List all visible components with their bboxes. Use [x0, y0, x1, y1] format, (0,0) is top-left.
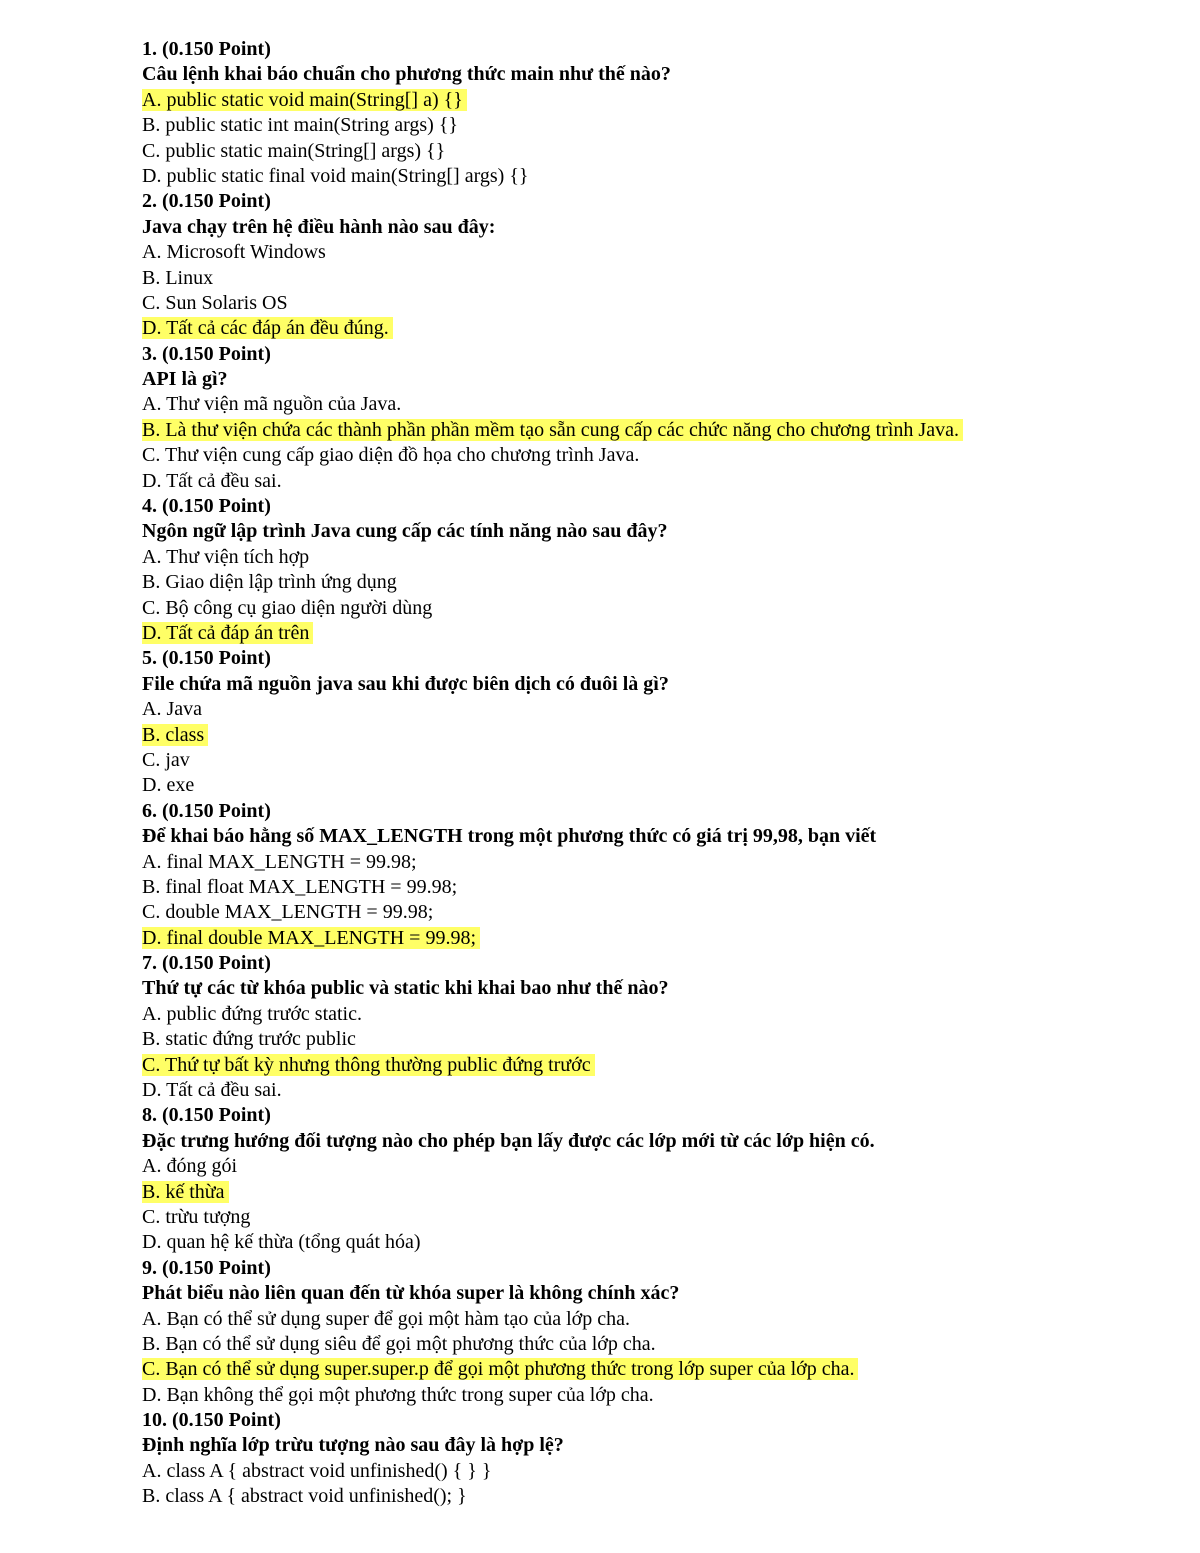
- answer-option-highlighted: [142, 1180, 1142, 1205]
- answer-option-label: A. final MAX_LENGTH = 99.98;: [142, 850, 417, 873]
- answer-option: [142, 1230, 1142, 1255]
- answer-option: [142, 443, 1142, 468]
- answer-option-highlighted: [142, 926, 1142, 951]
- question-block: [142, 494, 1142, 646]
- answer-option-label: D. Tất cả đáp án trên: [142, 622, 313, 644]
- answer-option: [142, 1002, 1142, 1027]
- answer-option-label: C. jav: [142, 748, 190, 771]
- question-header: 9. (0.150 Point): [142, 1256, 271, 1279]
- answer-option: [142, 469, 1142, 494]
- question-block: [142, 342, 1142, 494]
- answer-option-label: A. Java: [142, 698, 202, 721]
- answer-option-label: A. public đứng trước static.: [142, 1002, 362, 1025]
- question-text: Java chạy trên hệ điều hành nào sau đây:: [142, 215, 496, 238]
- answer-option-label: C. Sun Solaris OS: [142, 291, 288, 314]
- question-text: Đặc trưng hướng đối tượng nào cho phép bạn lấy được các lớp mới từ các lớp hiện có.: [142, 1129, 875, 1152]
- question-block: [142, 799, 1142, 951]
- answer-option: [142, 596, 1142, 621]
- answer-option-highlighted: [142, 621, 1142, 646]
- answer-option-label: B. Linux: [142, 266, 214, 289]
- question-text: API là gì?: [142, 368, 228, 391]
- answer-option-label: D. Tất cả đều sai.: [142, 1079, 282, 1102]
- answer-option: [142, 900, 1142, 925]
- question-header: 6. (0.150 Point): [142, 799, 271, 822]
- question-block: [142, 951, 1142, 1103]
- answer-option-highlighted: [142, 316, 1142, 341]
- question-block: [142, 1408, 1142, 1510]
- answer-option-label: B. static đứng trước public: [142, 1028, 356, 1051]
- question-header: 8. (0.150 Point): [142, 1104, 271, 1127]
- answer-option: [142, 1459, 1142, 1484]
- answer-option: [142, 240, 1142, 265]
- answer-option-label: D. Bạn không thể gọi một phương thức trong super của lớp cha.: [142, 1383, 654, 1406]
- question-text: Để khai báo hằng số MAX_LENGTH trong một phương thức có giá trị 99,98, bạn viết: [142, 825, 877, 848]
- answer-option-label: B. kế thừa: [142, 1181, 229, 1203]
- question-header: 2. (0.150 Point): [142, 190, 271, 213]
- answer-option-label: A. Thư viện tích hợp: [142, 545, 310, 568]
- answer-option: [142, 1383, 1142, 1408]
- answer-option: [142, 773, 1142, 798]
- answer-option-label: A. class A { abstract void unfinished() { } }: [142, 1459, 492, 1482]
- answer-option: [142, 113, 1142, 138]
- answer-option-label: C. Bạn có thể sử dụng super.super.p để gọi một phương thức trong lớp super của lớp cha.: [142, 1358, 858, 1380]
- answer-option-label: C. Thứ tự bất kỳ nhưng thông thường public đứng trước: [142, 1054, 595, 1076]
- question-header: 7. (0.150 Point): [142, 952, 271, 975]
- answer-option-label: B. Là thư viện chứa các thành phần phần mềm tạo sẵn cung cấp các chức năng cho chương trình Java.: [142, 419, 963, 441]
- question-header: 5. (0.150 Point): [142, 647, 271, 670]
- answer-option-label: C. trừu tượng: [142, 1205, 251, 1228]
- question-header: 4. (0.150 Point): [142, 495, 271, 518]
- answer-option-label: A. Microsoft Windows: [142, 241, 326, 264]
- answer-option: [142, 1078, 1142, 1103]
- answer-option-label: D. Tất cả các đáp án đều đúng.: [142, 317, 393, 339]
- question-block: [142, 646, 1142, 798]
- answer-option-label: B. final float MAX_LENGTH = 99.98;: [142, 875, 458, 898]
- question-header: 3. (0.150 Point): [142, 342, 271, 365]
- answer-option-label: A. đóng gói: [142, 1155, 237, 1178]
- answer-option: [142, 291, 1142, 316]
- answer-option: [142, 875, 1142, 900]
- answer-option: [142, 1154, 1142, 1179]
- question-block: [142, 189, 1142, 341]
- answer-option-label: C. Thư viện cung cấp giao diện đồ họa cho chương trình Java.: [142, 444, 640, 467]
- answer-option-label: B. Bạn có thể sử dụng siêu để gọi một phương thức của lớp cha.: [142, 1332, 656, 1355]
- answer-option-label: B. Giao diện lập trình ứng dụng: [142, 571, 397, 594]
- answer-option-highlighted: [142, 1053, 1142, 1078]
- answer-option: [142, 392, 1142, 417]
- answer-option: [142, 1332, 1142, 1357]
- answer-option: [142, 164, 1142, 189]
- answer-option-label: B. class: [142, 724, 208, 746]
- answer-option-label: A. public static void main(String[] a) {}: [142, 89, 467, 111]
- answer-option: [142, 139, 1142, 164]
- question-header: 1. (0.150 Point): [142, 38, 271, 60]
- answer-option-label: A. Bạn có thể sử dụng super để gọi một hàm tạo của lớp cha.: [142, 1307, 630, 1330]
- answer-option-label: B. class A { abstract void unfinished(); }: [142, 1485, 467, 1508]
- answer-option-label: D. public static final void main(String[] args) {}: [142, 164, 529, 187]
- question-text: Ngôn ngữ lập trình Java cung cấp các tính năng nào sau đây?: [142, 520, 668, 543]
- question-text: Thứ tự các từ khóa public và static khi khai bao như thế nào?: [142, 977, 669, 1000]
- answer-option: [142, 850, 1142, 875]
- answer-option-label: D. quan hệ kế thừa (tổng quát hóa): [142, 1231, 421, 1254]
- answer-option: [142, 545, 1142, 570]
- question-header: 10. (0.150 Point): [142, 1409, 281, 1432]
- answer-option-label: C. Bộ công cụ giao diện người dùng: [142, 596, 433, 619]
- answer-option-label: C. public static main(String[] args) {}: [142, 139, 446, 162]
- question-text: Câu lệnh khai báo chuẩn cho phương thức main như thế nào?: [142, 63, 671, 86]
- document-page: [142, 37, 1142, 1510]
- answer-option: [142, 1027, 1142, 1052]
- answer-option-highlighted: [142, 723, 1142, 748]
- question-text: Định nghĩa lớp trừu tượng nào sau đây là hợp lệ?: [142, 1434, 564, 1457]
- answer-option-label: B. public static int main(String args) {}: [142, 114, 459, 137]
- answer-option-highlighted: [142, 418, 1142, 443]
- answer-option-highlighted: [142, 1357, 1142, 1382]
- answer-option-highlighted: [142, 88, 1142, 113]
- answer-option-label: D. Tất cả đều sai.: [142, 469, 282, 492]
- question-text: Phát biểu nào liên quan đến từ khóa super là không chính xác?: [142, 1282, 680, 1305]
- answer-option: [142, 570, 1142, 595]
- answer-option-label: D. exe: [142, 774, 195, 797]
- answer-option: [142, 748, 1142, 773]
- question-block: [142, 1256, 1142, 1408]
- answer-option: [142, 1307, 1142, 1332]
- question-block: [142, 37, 1142, 189]
- answer-option: [142, 1205, 1142, 1230]
- answer-option: [142, 697, 1142, 722]
- answer-option: [142, 1484, 1142, 1509]
- answer-option-label: C. double MAX_LENGTH = 99.98;: [142, 901, 434, 924]
- question-text: File chứa mã nguồn java sau khi được biên dịch có đuôi là gì?: [142, 672, 669, 695]
- answer-option-label: D. final double MAX_LENGTH = 99.98;: [142, 927, 480, 949]
- question-block: [142, 1103, 1142, 1255]
- answer-option: [142, 266, 1142, 291]
- answer-option-label: A. Thư viện mã nguồn của Java.: [142, 393, 402, 416]
